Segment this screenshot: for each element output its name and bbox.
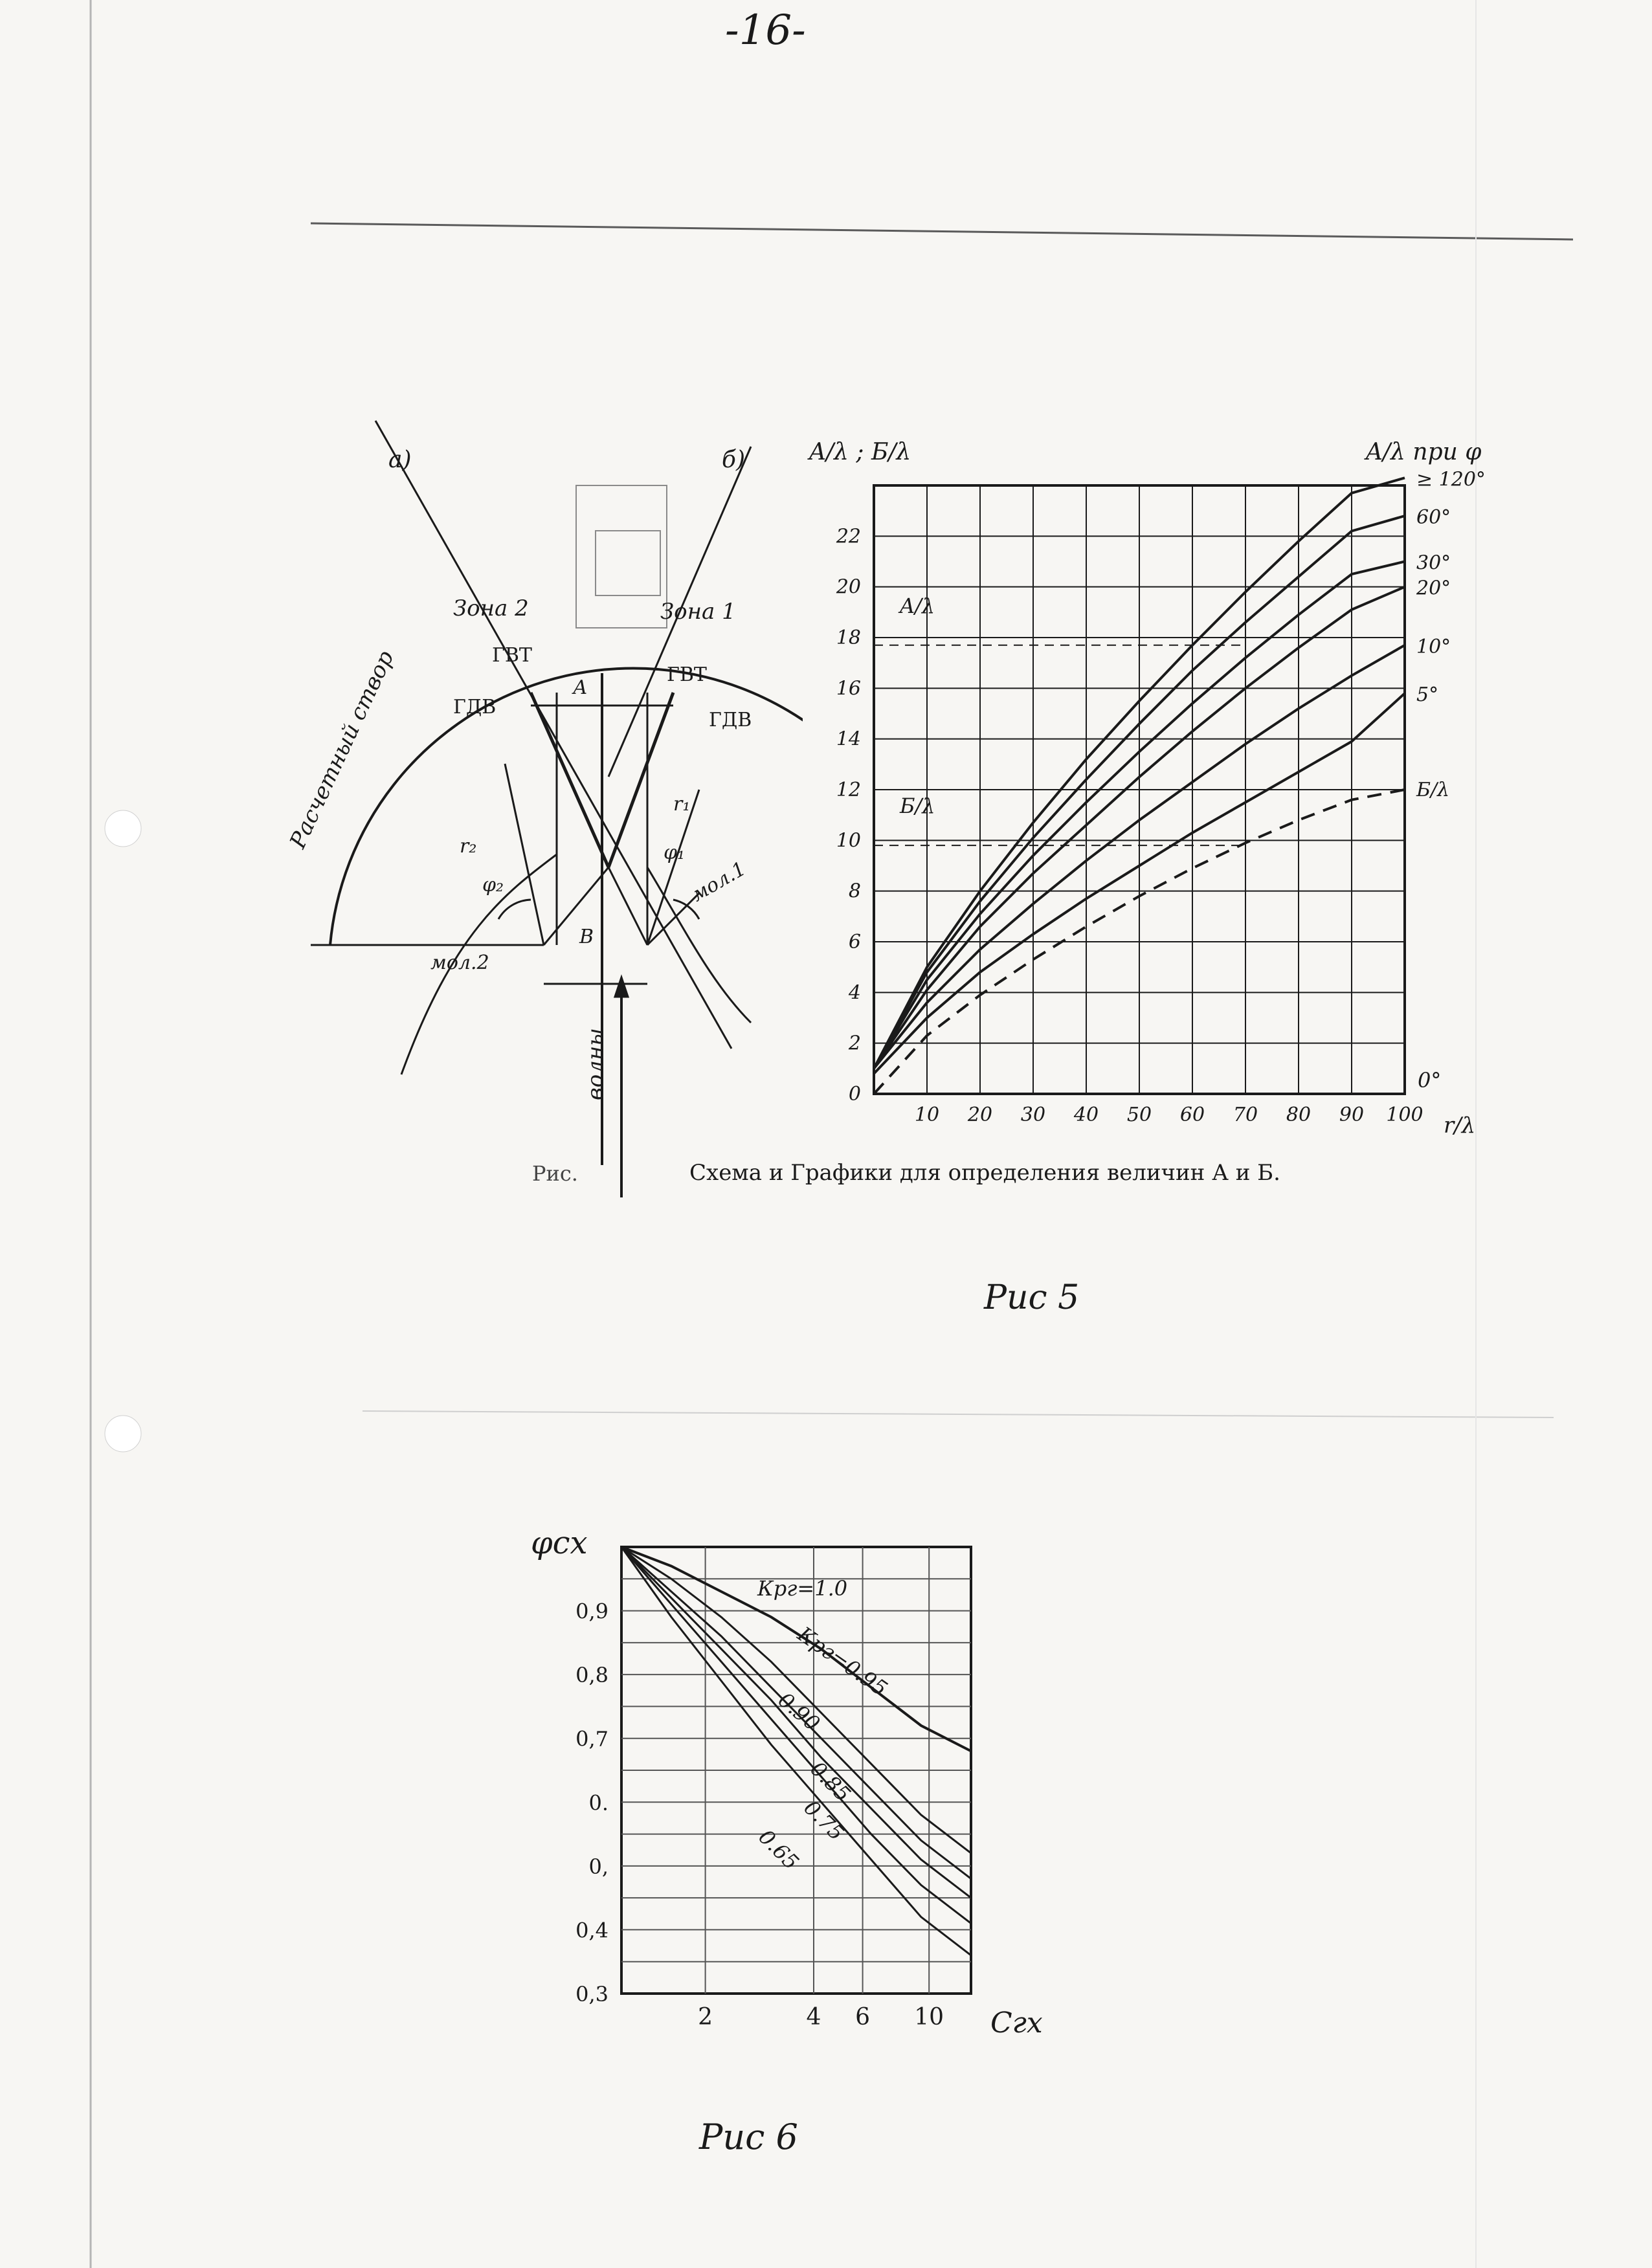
gvt-left-label: ГВТ bbox=[492, 644, 532, 667]
series-label: 20° bbox=[1416, 577, 1451, 600]
series-label: 0.90 bbox=[773, 1687, 825, 1736]
y-axis-label: φсх bbox=[531, 1525, 588, 1561]
series-label: 0.85 bbox=[805, 1756, 856, 1807]
gdv-left-label: ГДВ bbox=[453, 696, 497, 718]
wave-direction-label: волны bbox=[583, 1028, 608, 1100]
zone1-label: Зона 1 bbox=[660, 599, 736, 625]
y-tick-label: 14 bbox=[836, 728, 861, 751]
panel-b-label: б) bbox=[722, 447, 746, 473]
figure5-scheme bbox=[285, 401, 803, 1204]
panel-a-label: а) bbox=[388, 447, 412, 473]
y-tick-label: 0,7 bbox=[575, 1726, 608, 1751]
gvt-right-label: ГВТ bbox=[667, 663, 707, 686]
x-tick-label: 6 bbox=[855, 2004, 871, 2030]
y-tick-label: 6 bbox=[848, 931, 861, 953]
y-tick-label: 8 bbox=[848, 880, 861, 903]
series-label: Крг=0.95 bbox=[793, 1621, 892, 1702]
series-label: ≥ 120° bbox=[1416, 468, 1486, 491]
reference-label: A/λ bbox=[900, 593, 935, 618]
x-tick-label: 60 bbox=[1179, 1104, 1205, 1126]
figure6-handwritten-label: Рис 6 bbox=[699, 2117, 798, 2157]
zero-angle-label: 0° bbox=[1418, 1068, 1442, 1093]
b-dimension-label: В bbox=[579, 926, 594, 948]
y-tick-label: 0,3 bbox=[575, 1982, 608, 2007]
r2-label: r₂ bbox=[460, 835, 477, 858]
a-dimension-label: А bbox=[573, 676, 588, 699]
series-label: 5° bbox=[1416, 684, 1439, 707]
x-tick-label: 70 bbox=[1233, 1104, 1258, 1126]
mol1-label: мол.1 bbox=[687, 857, 750, 907]
figure5-caption-prefix: Рис. bbox=[532, 1161, 578, 1186]
y-tick-label: 0, bbox=[588, 1854, 608, 1879]
x-tick-label: 100 bbox=[1386, 1104, 1423, 1126]
legend-title: A/λ при φ bbox=[1366, 439, 1482, 465]
x-tick-label: 10 bbox=[914, 1104, 940, 1126]
zone2-label: Зона 2 bbox=[453, 595, 529, 621]
reference-label: Б/λ bbox=[900, 794, 935, 819]
mol2-label: мол.2 bbox=[430, 951, 489, 974]
series-label: 60° bbox=[1416, 506, 1451, 529]
r1-label: r₁ bbox=[673, 793, 691, 816]
y-tick-label: 16 bbox=[836, 677, 861, 700]
series-label: 30° bbox=[1416, 551, 1451, 575]
x-tick-label: 2 bbox=[698, 2004, 713, 2030]
x-tick-label: 10 bbox=[914, 2004, 944, 2030]
phi2-label: φ₂ bbox=[482, 874, 504, 896]
y-tick-label: 22 bbox=[836, 525, 861, 548]
series-label: 10° bbox=[1416, 635, 1451, 658]
x-axis-label: r/λ bbox=[1444, 1113, 1476, 1139]
raschetny-stvor-label: Расчетный створ bbox=[285, 647, 399, 852]
phi1-label: φ₁ bbox=[664, 841, 686, 864]
page-number: -16- bbox=[725, 6, 806, 54]
figure5-handwritten-label: Рис 5 bbox=[984, 1278, 1080, 1317]
y-tick-label: 0. bbox=[588, 1790, 608, 1816]
series-line bbox=[621, 1547, 971, 1924]
y-tick-label: 0 bbox=[848, 1083, 861, 1106]
y-tick-label: 18 bbox=[836, 627, 861, 649]
x-tick-label: 20 bbox=[967, 1104, 993, 1126]
y-tick-label: 10 bbox=[836, 829, 861, 852]
y-tick-label: 0,8 bbox=[575, 1663, 608, 1688]
x-tick-label: 30 bbox=[1020, 1104, 1046, 1126]
figure5-chart bbox=[803, 414, 1554, 1165]
x-tick-label: 4 bbox=[806, 2004, 821, 2030]
x-tick-label: 40 bbox=[1073, 1104, 1099, 1126]
x-tick-label: 80 bbox=[1286, 1104, 1312, 1126]
y-tick-label: 20 bbox=[836, 575, 861, 599]
series-label: Б/λ bbox=[1416, 779, 1450, 801]
y-tick-label: 2 bbox=[848, 1032, 861, 1055]
y-tick-label: 12 bbox=[836, 779, 861, 801]
y-tick-label: 0,9 bbox=[575, 1599, 608, 1624]
series-label: Крг=1.0 bbox=[757, 1576, 848, 1601]
y-tick-label: 0,4 bbox=[575, 1918, 608, 1943]
x-axis-label: Сгх bbox=[990, 2007, 1043, 2040]
y-axis-label: A/λ ; Б/λ bbox=[809, 439, 911, 465]
series-label: 0.75 bbox=[799, 1795, 849, 1846]
gdv-right-label: ГДВ bbox=[709, 709, 752, 731]
x-tick-label: 90 bbox=[1339, 1104, 1365, 1126]
x-tick-label: 50 bbox=[1126, 1104, 1152, 1126]
series-label: 0.65 bbox=[753, 1824, 804, 1875]
figure6-chart bbox=[518, 1515, 1100, 2045]
y-tick-label: 4 bbox=[848, 981, 861, 1005]
figure5-caption: Схема и Графики для определения величин А и Б. bbox=[689, 1160, 1280, 1186]
